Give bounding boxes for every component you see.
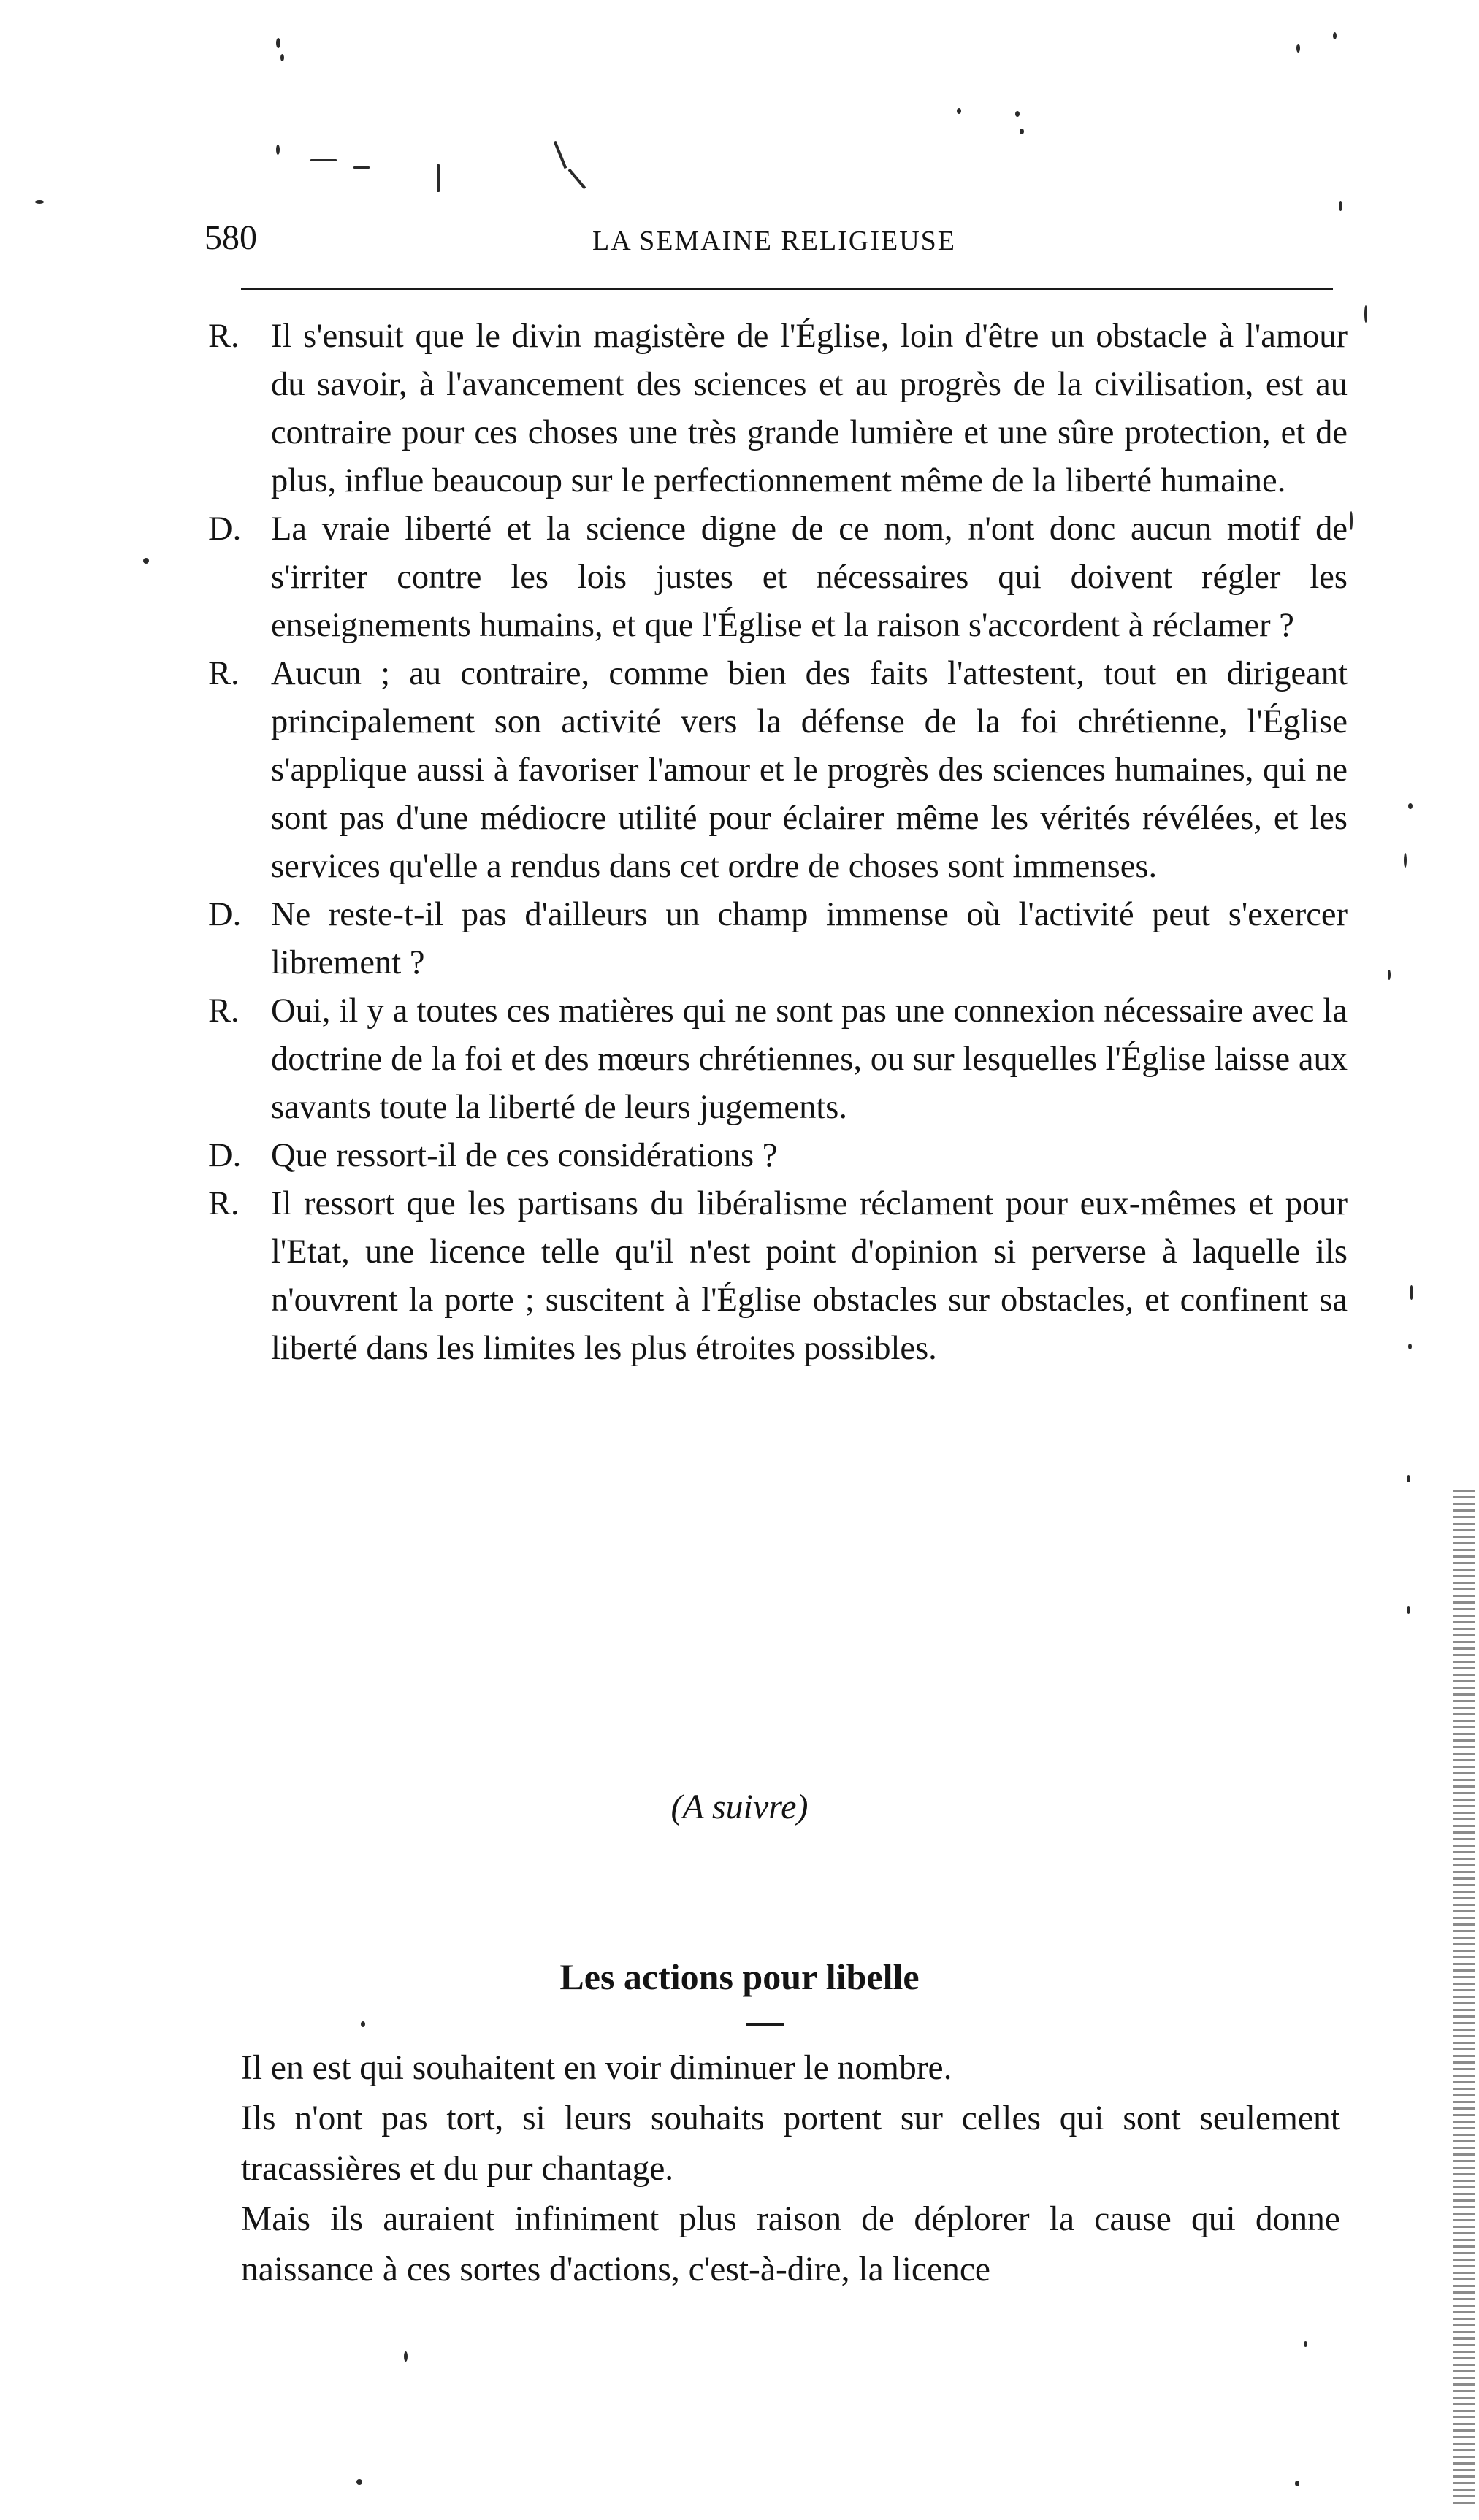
scan-speck [568,169,586,190]
scan-speck [356,2479,362,2485]
scan-speck [1408,803,1413,809]
qa-entry-question [208,1132,1348,1180]
entry-marker: D. [208,1137,242,1174]
page-header [205,216,1344,260]
scan-speck [1295,2481,1299,2486]
entry-text: Oui, il y a toutes ces matières qui ne sont pas une connexion nécessaire avec la doctrine de la foi et des mœurs chrétiennes, ou sur lesquelles l'Église laisse aux savants toute la liberté de leurs jugements. [271,992,1348,1126]
scan-speck [1410,1285,1413,1300]
to-be-continued: (A suivre) [670,1788,809,1826]
page-number: 580 [205,218,257,257]
entry-marker: D. [208,896,242,933]
scan-speck [143,558,149,564]
scan-speck [1388,970,1391,980]
scan-speck [554,141,567,169]
entry-text: La vraie liberté et la science digne de ce nom, n'ont donc aucun motif de s'irriter contre les lois justes et nécessaires qui doivent régler les enseignements humains, et que l'Église et la raison s'accordent à réclamer ? [271,510,1348,644]
qa-entry-answer [208,650,1348,891]
scan-speck [276,38,280,48]
qa-entry-answer [208,313,1348,505]
scan-speck [1296,44,1300,53]
title-dash [746,2023,784,2026]
article-body [241,2043,1340,2295]
scan-speck [361,2021,365,2027]
entry-text: Que ressort-il de ces considérations ? [271,1137,778,1174]
scan-speck [1333,32,1337,39]
qa-entry-question [208,891,1348,987]
scan-speck [276,145,280,155]
catechism-qa [208,313,1348,1373]
article-paragraph: Il en est qui souhaitent en voir diminuer le nombre. [241,2049,952,2087]
entry-text: Ne reste-t-il pas d'ailleurs un champ immense où l'activité peut s'exercer librement ? [271,896,1348,981]
article-paragraph: Ils n'ont pas tort, si leurs souhaits portent sur celles qui sont seulement tracassières et du pur chantage. [241,2099,1340,2188]
scan-speck [310,159,337,161]
scan-speck [957,108,961,114]
running-title: LA SEMAINE RELIGIEUSE [592,226,956,256]
scan-speck [404,2351,408,2362]
entry-text: Il ressort que les partisans du libéralisme réclament pour eux-mêmes et pour l'Etat, une licence telle qu'il n'est point d'opinion si perverse à laquelle ils n'ouvrent la porte ; suscitent à l'Église obstacles sur obstacles, et confinent sa liberté dans les limites les plus étroites possibles. [271,1185,1348,1367]
scan-speck [353,166,370,169]
scan-speck [437,164,440,192]
entry-marker: R. [208,318,240,355]
entry-marker: R. [208,992,240,1030]
scan-speck [280,54,284,61]
scan-speck [1404,853,1407,868]
scan-speck [35,200,44,204]
article-paragraph: Mais ils auraient infiniment plus raison de déplorer la cause qui donne naissance à ces sortes d'actions, c'est-à-dire, la licence [241,2200,1340,2289]
article-title: Les actions pour libelle [559,1956,920,1997]
entry-marker: R. [208,655,240,692]
qa-entry-answer [208,987,1348,1132]
header-rule [241,288,1333,290]
entry-marker: R. [208,1185,240,1222]
scan-speck [1339,201,1342,211]
scan-speck [1304,2341,1307,2347]
qa-entry-question [208,505,1348,650]
scan-speck [1364,305,1367,323]
scan-speck [1407,1475,1410,1482]
entry-text: Il s'ensuit que le divin magistère de l'Église, loin d'être un obstacle à l'amour du savoir, à l'avancement des sciences et au progrès de la civilisation, est au contraire pour ces choses une très grande lumière et une sûre protection, et de plus, influe beaucoup sur le perfectionnement même de la liberté humaine. [271,318,1348,499]
entry-marker: D. [208,510,242,548]
scan-speck [1015,111,1020,117]
scan-speck [1407,1606,1410,1614]
qa-entry-answer [208,1180,1348,1373]
scan-speck [1350,511,1353,530]
entry-text: Aucun ; au contraire, comme bien des faits l'attestent, tout en dirigeant principalement son activité vers la défense de la foi chrétienne, l'Église s'applique aussi à favoriser l'amour et le progrès des sciences humaines, qui ne sont pas d'une médiocre utilité pour éclairer même les vérités révélées, et les services qu'elle a rendus dans cet ordre de choses sont immenses. [271,655,1348,885]
scan-speck [1408,1344,1412,1349]
scan-speck [1020,129,1024,134]
